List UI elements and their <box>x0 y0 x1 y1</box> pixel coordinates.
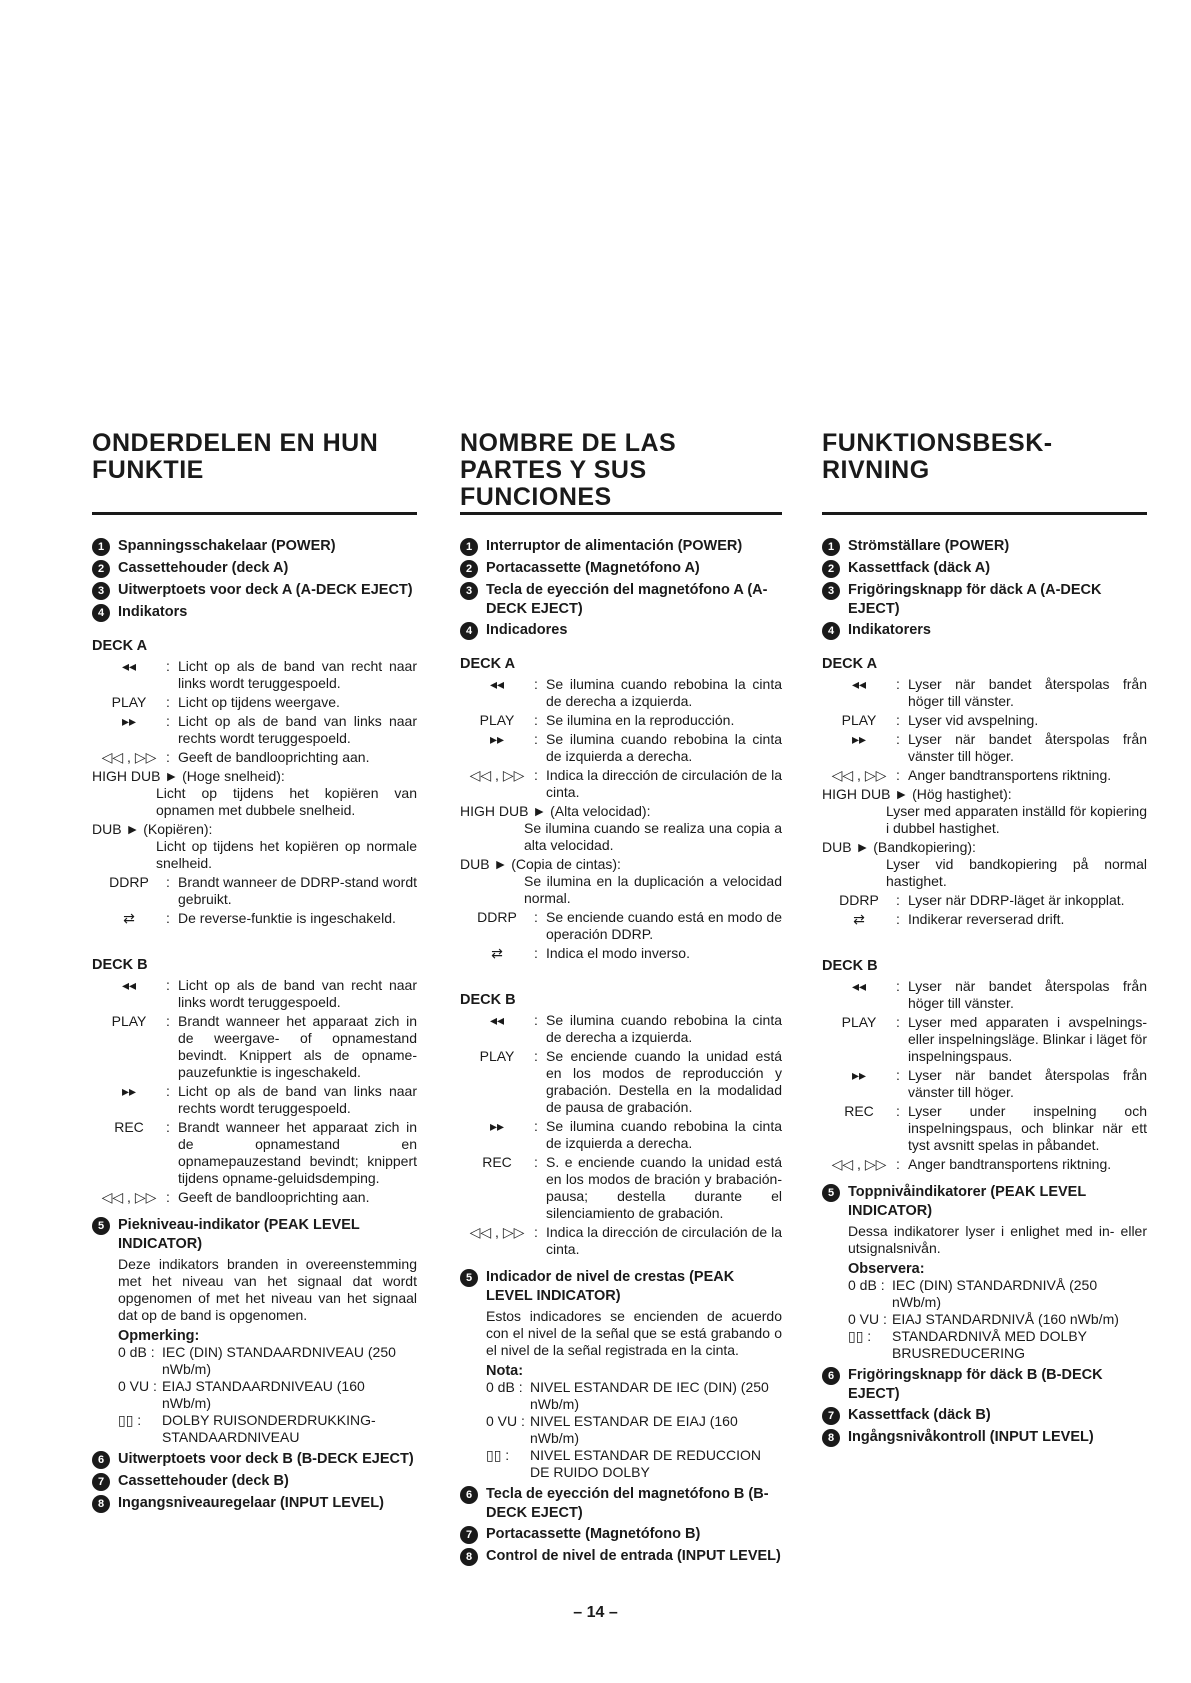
indicator-row <box>92 694 417 711</box>
note-value: NIVEL ESTANDAR DE REDUCCION DE RUIDO DOLBY <box>530 1447 762 1480</box>
note-row <box>460 1379 782 1413</box>
indicator-row <box>460 1118 782 1152</box>
indicator-description: Licht op tijdens weergave. <box>178 694 340 710</box>
indicator-row <box>460 731 782 765</box>
indicator-row <box>822 1067 1147 1101</box>
note-row <box>822 1328 1147 1362</box>
dub-label: DUB ► (Kopiëren): <box>92 821 213 837</box>
separator: : <box>896 1014 900 1030</box>
note-key: ▯▯ : <box>118 1412 142 1428</box>
indicator-key: PLAY <box>479 712 515 728</box>
indicator-row <box>92 910 417 927</box>
indicator-description: Indikerar reverserad drift. <box>908 911 1065 927</box>
separator: : <box>534 1154 538 1170</box>
title-rule <box>92 512 417 515</box>
part-number-badge: 7 <box>822 1407 840 1425</box>
note-key: 0 dB : <box>486 1379 523 1395</box>
peak-level-section <box>460 1268 782 1481</box>
part-label: Ingångsnivåkontroll (INPUT LEVEL) <box>848 1429 1094 1445</box>
deck-a-heading: DECK A <box>92 638 148 654</box>
section-title: NOMBRE DE LAS PARTES Y SUS FUNCIONES <box>460 429 677 511</box>
indicator-key: ◁◁ , ▷▷ <box>469 767 525 783</box>
note-value: NIVEL ESTANDAR DE IEC (DIN) (250 nWb/m) <box>530 1379 769 1412</box>
section-title: FUNKTIONSBESK-RIVNING <box>822 429 1053 484</box>
indicator-row <box>92 1119 417 1187</box>
deck-b-section <box>460 992 782 1258</box>
indicator-row <box>460 1012 782 1046</box>
parts-list-end <box>92 1450 417 1513</box>
part-number-badge: 5 <box>460 1269 478 1287</box>
separator: : <box>534 712 538 728</box>
indicator-row <box>92 1083 417 1117</box>
part-item <box>92 581 417 600</box>
indicator-key: ▸▸ <box>489 731 505 747</box>
note-heading: Nota: <box>486 1363 524 1379</box>
indicator-row <box>822 712 1147 729</box>
indicator-row <box>460 1224 782 1258</box>
indicator-description: Lyser när bandet återspolas från höger till vänster. <box>908 676 1147 709</box>
separator: : <box>534 1118 538 1134</box>
separator: : <box>166 1119 170 1135</box>
indicator-description: Lyser med apparaten i avspelnings- eller inspelningsläge. Blinkar i läget för inspelningspaus. <box>908 1014 1147 1064</box>
indicator-row <box>822 1014 1147 1065</box>
indicator-description: Lyser vid avspelning. <box>908 712 1039 728</box>
column-spanish <box>460 430 782 1569</box>
indicator-description: Brandt wanneer de DDRP-stand wordt gebruikt. <box>178 874 417 907</box>
deck-a-heading: DECK A <box>460 656 516 672</box>
part-item <box>822 581 1147 618</box>
part-item <box>822 1366 1147 1403</box>
separator: : <box>896 1156 900 1172</box>
peak-level-title-row <box>822 1183 1147 1220</box>
section-title: ONDERDELEN EN HUN FUNKTIE <box>92 429 379 484</box>
part-number-badge: 3 <box>822 582 840 600</box>
note-value: EIAJ STANDARDNIVÅ (160 nWb/m) <box>892 1311 1119 1327</box>
deck-b-heading: DECK B <box>92 957 148 973</box>
dub-label: HIGH DUB ► (Hoge snelheid): <box>92 768 285 784</box>
note-row <box>460 1413 782 1447</box>
title-rule <box>822 512 1147 515</box>
part-label: Interruptor de alimentación (POWER) <box>486 538 743 554</box>
indicator-description: Se ilumina cuando rebobina la cinta de derecha a izquierda. <box>546 1012 782 1045</box>
note-key: ▯▯ : <box>848 1328 872 1344</box>
part-number-badge: 4 <box>92 604 110 622</box>
separator: : <box>896 1067 900 1083</box>
part-label: Strömställare (POWER) <box>848 538 1010 554</box>
note-heading: Opmerking: <box>118 1328 200 1344</box>
indicator-description: Brandt wanneer het apparaat zich in de weergave- of opnamestand bevindt. Knippert als de opname-pauzefunktie is ingeschakeld. <box>178 1013 417 1080</box>
indicator-description: De reverse-funktie is ingeschakeld. <box>178 910 396 926</box>
page-number: – 14 – <box>573 1604 618 1621</box>
indicator-description: Lyser när DDRP-läget är inkopplat. <box>908 892 1125 908</box>
note-value: IEC (DIN) STANDAARDNIVEAU (250 nWb/m) <box>162 1344 396 1377</box>
part-item <box>822 1406 1147 1425</box>
note-row <box>822 1311 1147 1328</box>
indicator-row <box>92 749 417 766</box>
separator: : <box>896 676 900 692</box>
indicator-key: ◁◁ , ▷▷ <box>831 767 887 783</box>
dub-label: DUB ► (Bandkopiering): <box>822 839 976 855</box>
part-number-badge: 4 <box>822 622 840 640</box>
dub-label: HIGH DUB ► (Alta velocidad): <box>460 803 651 819</box>
separator: : <box>896 731 900 747</box>
part-number-badge: 1 <box>92 538 110 556</box>
indicator-key: ◁◁ , ▷▷ <box>101 749 157 765</box>
part-label: Frigöringsknapp för däck B (B-DECK EJECT) <box>848 1367 1103 1402</box>
deck-b-section <box>822 958 1147 1173</box>
separator: : <box>166 1013 170 1029</box>
note-key: 0 dB : <box>118 1344 155 1360</box>
indicator-row <box>92 874 417 908</box>
note-key: 0 VU : <box>118 1378 157 1394</box>
indicator-key: ◁◁ , ▷▷ <box>469 1224 525 1240</box>
part-label: Tecla de eyección del magnetófono A (A-DECK EJECT) <box>486 582 768 617</box>
indicator-key: ⇄ <box>491 945 503 961</box>
indicator-key: ▸▸ <box>851 731 867 747</box>
indicator-description: Indica el modo inverso. <box>546 945 690 961</box>
part-label: Frigöringsknapp för däck A (A-DECK EJECT) <box>848 582 1102 617</box>
indicator-row <box>92 977 417 1011</box>
note-heading: Observera: <box>848 1261 925 1277</box>
note-row <box>92 1344 417 1378</box>
indicator-row <box>460 1048 782 1116</box>
deck-b-heading: DECK B <box>460 992 516 1008</box>
spacer <box>822 930 1147 950</box>
dub-label: HIGH DUB ► (Hög hastighet): <box>822 786 1012 802</box>
indicator-description: Lyser när bandet återspolas från höger till vänster. <box>908 978 1147 1011</box>
part-label: Portacassette (Magnetófono B) <box>486 1526 701 1542</box>
note-row <box>92 1378 417 1412</box>
separator: : <box>534 676 538 692</box>
indicator-row <box>460 909 782 943</box>
deck-a-section <box>822 656 1147 928</box>
indicator-description: Lyser under inspelning och inspelningspaus, och blinkar när ett tyst avsnitt spelas in påbandet. <box>908 1103 1147 1153</box>
separator: : <box>534 1048 538 1064</box>
separator: : <box>166 910 170 926</box>
indicator-key: REC <box>844 1103 874 1119</box>
indicator-description: Anger bandtransportens riktning. <box>908 767 1112 783</box>
part-label: Tecla de eyección del magnetófono B (B-DECK EJECT) <box>486 1486 769 1521</box>
column-swedish <box>822 430 1147 1450</box>
separator: : <box>534 909 538 925</box>
separator: : <box>166 749 170 765</box>
indicator-key: ▸▸ <box>489 1118 505 1134</box>
part-item <box>460 1525 782 1544</box>
separator: : <box>534 731 538 747</box>
note-key: 0 dB : <box>848 1277 885 1293</box>
indicator-description: Geeft de bandlooprichting aan. <box>178 1189 370 1205</box>
part-item <box>460 1547 782 1566</box>
part-label: Portacassette (Magnetófono A) <box>486 560 700 576</box>
indicator-key: REC <box>482 1154 512 1170</box>
indicator-key: ▸▸ <box>121 1083 137 1099</box>
part-label: Kassettfack (däck B) <box>848 1407 991 1423</box>
indicator-description: Se enciende cuando está en modo de operación DDRP. <box>546 909 782 942</box>
dub-label: DUB ► (Copia de cintas): <box>460 856 621 872</box>
part-label: Uitwerptoets voor deck B (B-DECK EJECT) <box>118 1451 414 1467</box>
indicator-row <box>460 945 782 962</box>
separator: : <box>534 1012 538 1028</box>
indicator-key: REC <box>114 1119 144 1135</box>
part-label: Cassettehouder (deck B) <box>118 1473 289 1489</box>
separator: : <box>534 767 538 783</box>
part-number-badge: 6 <box>822 1367 840 1385</box>
part-label: Spanningsschakelaar (POWER) <box>118 538 336 554</box>
parts-list <box>822 537 1147 640</box>
note-row <box>822 1277 1147 1311</box>
deck-b-heading: DECK B <box>822 958 878 974</box>
deck-b-section <box>92 957 417 1206</box>
part-item <box>460 621 782 640</box>
indicator-description: Lyser när bandet återspolas från vänster till höger. <box>908 731 1147 764</box>
peak-level-description: Dessa indikatorer lyser i enlighet med in- eller utsignalsnivån. <box>848 1223 1147 1256</box>
indicator-row <box>460 676 782 710</box>
indicator-key: PLAY <box>479 1048 515 1064</box>
note-value: STANDARDNIVÅ MED DOLBY BRUSREDUCERING <box>892 1328 1087 1361</box>
peak-level-section <box>822 1183 1147 1362</box>
part-number-badge: 2 <box>822 560 840 578</box>
indicator-description: Se ilumina cuando rebobina la cinta de izquierda a derecha. <box>546 731 782 764</box>
peak-level-section <box>92 1216 417 1446</box>
dub-description: Licht op tijdens het kopiëren op normale snelheid. <box>156 838 417 871</box>
peak-level-title: Toppnivåindikatorer (PEAK LEVEL INDICATOR) <box>848 1184 1086 1219</box>
separator: : <box>896 911 900 927</box>
parts-list <box>92 537 417 622</box>
separator: : <box>166 874 170 890</box>
indicator-description: Licht op als de band van links naar rechts wordt teruggespoeld. <box>178 1083 417 1116</box>
part-number-badge: 2 <box>92 560 110 578</box>
part-number-badge: 4 <box>460 622 478 640</box>
indicator-key: DDRP <box>477 909 517 925</box>
indicator-row <box>460 712 782 729</box>
peak-level-title-row <box>92 1216 417 1253</box>
part-item <box>92 1494 417 1513</box>
indicator-row <box>822 892 1147 909</box>
indicator-description: Se ilumina cuando rebobina la cinta de izquierda a derecha. <box>546 1118 782 1151</box>
part-number-badge: 3 <box>460 582 478 600</box>
dub-description: Licht op tijdens het kopiëren van opnamen met dubbele snelheid. <box>156 785 417 818</box>
part-item <box>822 537 1147 556</box>
indicator-key: ◂◂ <box>121 977 137 993</box>
indicator-description: Licht op als de band van links naar rechts wordt teruggespoeld. <box>178 713 417 746</box>
part-item <box>92 537 417 556</box>
title-rule <box>460 512 782 515</box>
indicator-description: Licht op als de band van recht naar links wordt teruggespoeld. <box>178 977 417 1010</box>
indicator-row <box>460 1154 782 1222</box>
indicator-row <box>92 658 417 692</box>
indicator-row <box>92 1189 417 1206</box>
part-number-badge: 3 <box>92 582 110 600</box>
part-number-badge: 2 <box>460 560 478 578</box>
part-item <box>460 559 782 578</box>
part-item <box>460 1485 782 1522</box>
indicator-key: ◁◁ , ▷▷ <box>101 1189 157 1205</box>
part-label: Indikatorers <box>848 622 931 638</box>
indicator-key: DDRP <box>109 874 149 890</box>
indicator-key: ◂◂ <box>121 658 137 674</box>
peak-level-title-row <box>460 1268 782 1305</box>
part-number-badge: 6 <box>92 1451 110 1469</box>
indicator-key: PLAY <box>111 694 147 710</box>
peak-level-description: Estos indicadores se encienden de acuerdo con el nivel de la señal que se está grabando o el nivel de la señal registrada en la cinta. <box>486 1308 782 1358</box>
separator: : <box>896 712 900 728</box>
indicator-row <box>822 1156 1147 1173</box>
dub-description: Se ilumina en la duplicación a velocidad normal. <box>524 873 782 906</box>
note-key: 0 VU : <box>486 1413 525 1429</box>
deck-a-heading: DECK A <box>822 656 878 672</box>
part-number-badge: 7 <box>460 1526 478 1544</box>
note-row <box>460 1447 782 1481</box>
part-number-badge: 5 <box>92 1217 110 1235</box>
indicator-key: DDRP <box>839 892 879 908</box>
indicator-row <box>92 713 417 747</box>
indicator-row <box>92 1013 417 1081</box>
part-number-badge: 8 <box>460 1548 478 1566</box>
part-item <box>92 559 417 578</box>
part-label: Control de nivel de entrada (INPUT LEVEL) <box>486 1548 781 1564</box>
dub-description: Lyser med apparaten inställd för kopiering i dubbel hastighet. <box>886 803 1147 836</box>
part-number-badge: 5 <box>822 1184 840 1202</box>
part-number-badge: 7 <box>92 1473 110 1491</box>
indicator-key: ◂◂ <box>489 1012 505 1028</box>
indicator-key: ◂◂ <box>851 676 867 692</box>
deck-a-section <box>92 638 417 927</box>
parts-list-end <box>822 1366 1147 1447</box>
indicator-description: Se ilumina cuando rebobina la cinta de derecha a izquierda. <box>546 676 782 709</box>
indicator-row <box>460 767 782 801</box>
indicator-key: PLAY <box>841 1014 877 1030</box>
indicator-description: Se enciende cuando la unidad está en los modos de reproducción y grabación. Destella en la modalidad de pausa de grabación. <box>546 1048 782 1115</box>
indicator-row <box>822 978 1147 1012</box>
separator: : <box>896 892 900 908</box>
indicator-description: Licht op als de band van recht naar links wordt teruggespoeld. <box>178 658 417 691</box>
note-value: NIVEL ESTANDAR DE EIAJ (160 nWb/m) <box>530 1413 738 1446</box>
part-label: Cassettehouder (deck A) <box>118 560 289 576</box>
indicator-key: ▸▸ <box>851 1067 867 1083</box>
indicator-description: Indica la dirección de circulación de la cinta. <box>546 1224 782 1257</box>
indicator-key: ◂◂ <box>851 978 867 994</box>
parts-list <box>460 537 782 640</box>
indicator-key: ⇄ <box>123 910 135 926</box>
part-item <box>92 1472 417 1491</box>
separator: : <box>534 1224 538 1240</box>
separator: : <box>166 1083 170 1099</box>
part-number-badge: 1 <box>460 538 478 556</box>
part-item <box>460 537 782 556</box>
separator: : <box>166 1189 170 1205</box>
indicator-description: Se ilumina en la reproducción. <box>546 712 735 728</box>
part-item <box>822 1428 1147 1447</box>
indicator-description: Geeft de bandlooprichting aan. <box>178 749 370 765</box>
indicator-key: PLAY <box>841 712 877 728</box>
dub-description: Lyser vid bandkopiering på normal hastighet. <box>886 856 1147 889</box>
separator: : <box>166 713 170 729</box>
separator: : <box>896 978 900 994</box>
peak-level-title: Piekniveau-indikator (PEAK LEVEL INDICATOR) <box>118 1217 360 1252</box>
dub-description: Se ilumina cuando se realiza una copia a alta velocidad. <box>524 820 782 853</box>
part-number-badge: 6 <box>460 1486 478 1504</box>
part-number-badge: 8 <box>92 1495 110 1513</box>
indicator-key: ◁◁ , ▷▷ <box>831 1156 887 1172</box>
indicator-row <box>822 676 1147 710</box>
part-item <box>822 559 1147 578</box>
note-value: IEC (DIN) STANDARDNIVÅ (250 nWb/m) <box>892 1277 1098 1310</box>
part-label: Uitwerptoets voor deck A (A-DECK EJECT) <box>118 582 413 598</box>
indicator-row <box>822 1103 1147 1154</box>
indicator-description: S. e enciende cuando la unidad está en los modos de bración y brabación-pausa; destella durante el silenciamiento de grabación. <box>546 1154 782 1221</box>
separator: : <box>896 767 900 783</box>
note-row <box>92 1412 417 1446</box>
part-label: Indikators <box>118 604 188 620</box>
part-item <box>92 1450 417 1469</box>
spacer <box>460 964 782 984</box>
part-label: Kassettfack (däck A) <box>848 560 991 576</box>
indicator-description: Anger bandtransportens riktning. <box>908 1156 1112 1172</box>
indicator-row <box>822 911 1147 928</box>
part-number-badge: 8 <box>822 1429 840 1447</box>
indicator-description: Brandt wanneer het apparaat zich in de opnamestand en opnamepauzestand bevindt; knippert tijdens opname-geluidsdemping. <box>178 1119 417 1186</box>
separator: : <box>166 658 170 674</box>
peak-level-title: Indicador de nivel de crestas (PEAK LEVEL INDICATOR) <box>486 1269 735 1304</box>
peak-level-description: Deze indikators branden in overeenstemming met het niveau van het signaal dat wordt opgenomen of met het niveau van het signaal dat op de band is opgenomen. <box>118 1256 417 1323</box>
separator: : <box>166 694 170 710</box>
part-item <box>460 581 782 618</box>
note-value: DOLBY RUISONDERDRUKKING-STANDAARDNIVEAU <box>162 1412 376 1445</box>
indicator-key: ▸▸ <box>121 713 137 729</box>
spacer <box>92 929 417 949</box>
part-label: Ingangsniveauregelaar (INPUT LEVEL) <box>118 1495 384 1511</box>
indicator-key: PLAY <box>111 1013 147 1029</box>
separator: : <box>896 1103 900 1119</box>
part-label: Indicadores <box>486 622 568 638</box>
indicator-row <box>822 767 1147 784</box>
indicator-description: Indica la dirección de circulación de la cinta. <box>546 767 782 800</box>
part-number-badge: 1 <box>822 538 840 556</box>
indicator-key: ⇄ <box>853 911 865 927</box>
separator: : <box>166 977 170 993</box>
column-dutch <box>92 430 417 1516</box>
indicator-key: ◂◂ <box>489 676 505 692</box>
separator: : <box>534 945 538 961</box>
note-value: EIAJ STANDAARDNIVEAU (160 nWb/m) <box>162 1378 365 1411</box>
parts-list-end <box>460 1485 782 1566</box>
part-item <box>92 603 417 622</box>
note-key: 0 VU : <box>848 1311 887 1327</box>
part-item <box>822 621 1147 640</box>
note-key: ▯▯ : <box>486 1447 510 1463</box>
indicator-row <box>822 731 1147 765</box>
indicator-description: Lyser när bandet återspolas från vänster till höger. <box>908 1067 1147 1100</box>
deck-a-section <box>460 656 782 962</box>
